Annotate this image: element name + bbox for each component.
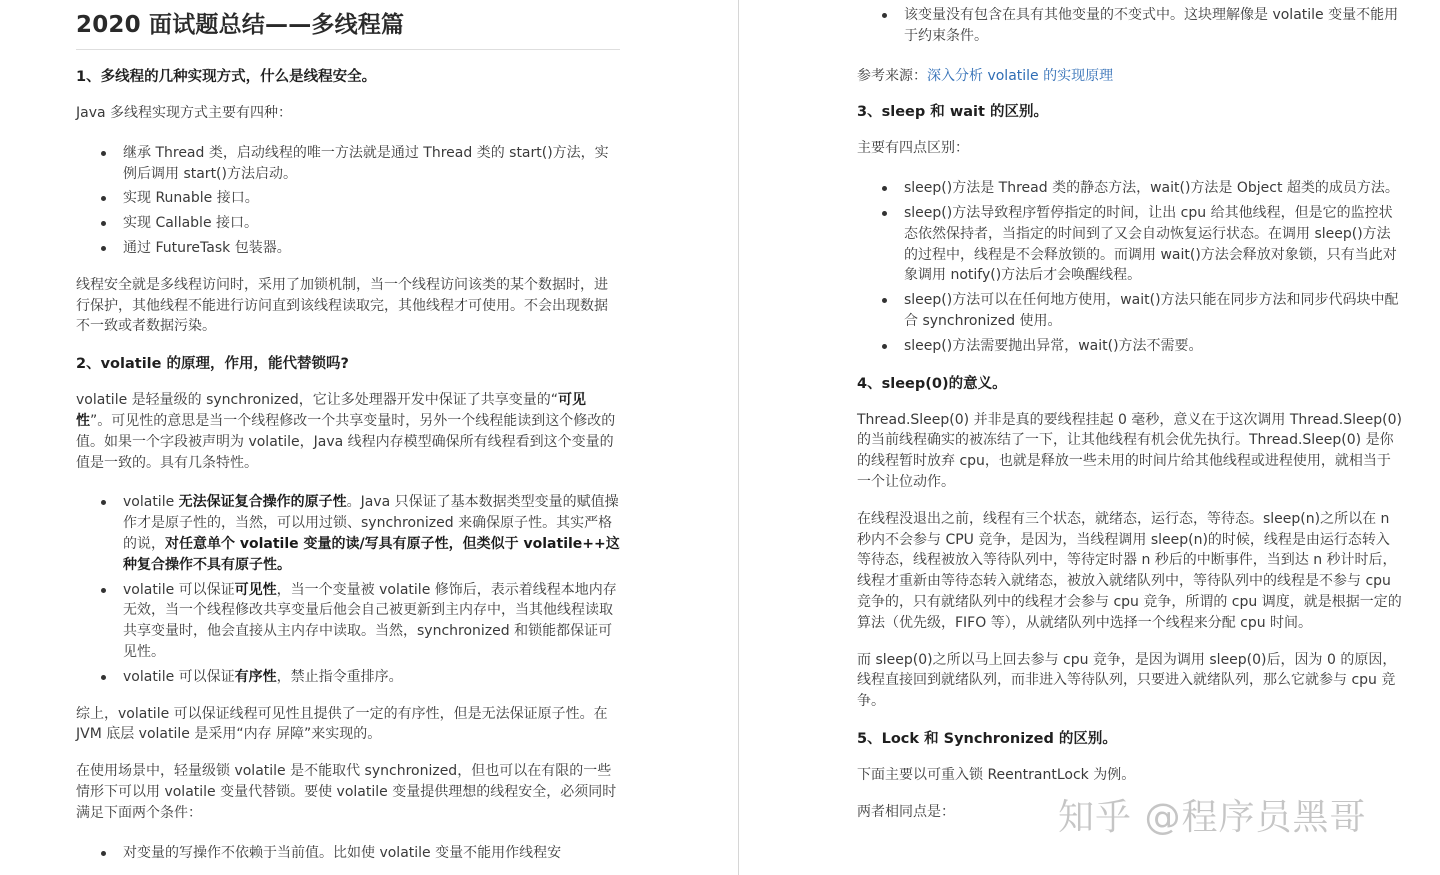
q4-paragraph-3: 而 sleep(0)之所以马上回去参与 cpu 竞争，是因为调用 sleep(0)后，因为 0 的原因，线程直接回到就绪队列，而非进入等待队列，只要进入就绪队列，那么它就参与 cpu 竞争。 [857, 651, 1397, 710]
volatile-intro-paragraph [76, 390, 621, 473]
text-span: volatile 是轻量级的 synchronized，它让多处理器开发中保证了共享变量的“ [76, 392, 559, 409]
thread-safety-paragraph: 线程安全就是多线程访问时，采用了加锁机制，当一个线程访问该类的某个数据时，进行保护，其他线程不能进行访问直到该线程读取完，其他线程才可使用。不会出现数据不一致或者数据污染。 [76, 276, 608, 335]
q2-heading: 2、volatile 的原理，作用，能代替锁吗? [76, 356, 349, 373]
list-item: 该变量没有包含在具有其他变量的不变式中。这块理解像是 volatile 变量不能用于约束条件。 [904, 5, 1402, 47]
usage-paragraph: 在使用场景中，轻量级锁 volatile 是不能取代 synchronized，但也可以在有限的一些情形下可以用 volatile 变量代替锁。要使 volatile 变量提供理想的线程安全，必须同时满足下面两个条件： [76, 763, 617, 821]
text-span: ，禁止指令重排序。 [276, 668, 403, 685]
list-item: 继承 Thread 类，启动线程的唯一方法就是通过 Thread 类的 start()方法，实例后调用 start()方法启动。 [123, 143, 621, 185]
q5-heading: 5、Lock 和 Synchronized 的区别。 [857, 730, 1117, 747]
bold-text: 对任意单个 volatile 变量的读/写具有原子性，但类似于 volatile++这种复合操作不具有原子性。 [123, 535, 620, 573]
right-page [740, 0, 1440, 875]
list-item [123, 667, 621, 688]
q4-paragraph-2: 在线程没退出之前，线程有三个状态，就绪态，运行态，等待态。sleep(n)之所以在 n 秒内不会参与 CPU 竞争，是因为，当线程调用 sleep(n)的时候，线程是由运行态转入等待态，线程被放入等待队列中，等待定时器 n 秒后的中断事件，当到达 n 秒计时后，线程才重新由等待态转入就绪态，被放入就绪队列中，等待队列中的线程是不参与 cpu 竞争的，只有就绪队列中的线程才会参与 cpu 竞争，所谓的 cpu 调度，就是根据一定的算法（优先级，FIFO 等），从就绪队列中选择一个线程来分配 cpu 时间。 [857, 510, 1402, 631]
list-item: 实现 Callable 接口。 [123, 213, 621, 234]
bold-text: 无法保证复合操作的原子性 [178, 494, 347, 511]
q4-paragraph-1: Thread.Sleep(0) 并非是真的要线程挂起 0 毫秒，意义在于这次调用 Thread.Sleep(0)的当前线程确实的被冻结了一下，让其他线程有机会优先执行。Thread.Sleep(0) 是你的线程暂时放弃 cpu，也就是释放一些未用的时间片给其他线程或进程使用，就相当于一个让位动作。 [857, 411, 1402, 490]
conditions-list-continued [857, 5, 1402, 47]
q1-heading: 1、多线程的几种实现方式，什么是线程安全。 [76, 69, 377, 85]
list-item: sleep()方法是 Thread 类的静态方法，wait()方法是 Object 超类的成员方法。 [904, 178, 1402, 199]
bold-text: 可见性 [234, 581, 277, 598]
page-divider [738, 0, 739, 875]
list-item: 通过 FutureTask 包装器。 [123, 238, 621, 259]
list-item: 对变量的写操作不依赖于当前值。比如使 volatile 变量不能用作线程安 [123, 843, 621, 864]
list-item: sleep()方法可以在任何地方使用，wait()方法只能在同步方法和同步代码块中配合 synchronized 使用。 [904, 290, 1402, 332]
q1-list [76, 143, 621, 259]
q1-intro: Java 多线程实现方式主要有四种： [76, 105, 293, 121]
text-span: volatile 可以保证 [123, 581, 235, 598]
q2-list [76, 492, 621, 687]
text-span: 。Java 只保证了基本数据类型变量的赋值操作才是原子性的，当然，可以用过锁、synchronized 来确保原子性。其实严格的说， [123, 494, 619, 552]
q3-heading: 3、sleep 和 wait 的区别。 [857, 104, 1048, 121]
text-span: volatile [123, 494, 179, 511]
q5-paragraph-2: 两者相同点是： [857, 803, 955, 820]
q5-paragraph-1: 下面主要以可重入锁 ReentrantLock 为例。 [857, 766, 1136, 783]
bold-text: 有序性 [234, 668, 277, 685]
reference-line [857, 66, 1402, 87]
bold-text: 可见性 [76, 392, 587, 429]
q3-intro: 主要有四点区别： [857, 140, 969, 157]
left-column [76, 6, 621, 863]
reference-label: 参考来源： [857, 67, 927, 84]
document-title: 2020 面试题总结——多线程篇 [76, 6, 620, 50]
q3-list [857, 178, 1402, 356]
conditions-list [76, 843, 621, 864]
reference-link[interactable]: 深入分析 volatile 的实现原理 [927, 67, 1114, 84]
summary-paragraph: 综上，volatile 可以保证线程可见性且提供了一定的有序性，但是无法保证原子性。在 JVM 底层 volatile 是采用“内存 屏障”来实现的。 [76, 705, 608, 743]
list-item: sleep()方法需要抛出异常，wait()方法不需要。 [904, 336, 1402, 357]
list-item [123, 580, 621, 663]
text-span: ，当一个变量被 volatile 修饰后，表示着线程本地内存无效，当一个线程修改共享变量后他会自己被更新到主内存中，当其他线程读取共享变量时，他会直接从主内存中读取。当然，synchronized 和锁能都保证可见性。 [123, 581, 617, 660]
watermark: 知乎 @程序员黑哥 [1058, 797, 1367, 838]
list-item [123, 492, 621, 575]
text-span: volatile 可以保证 [123, 668, 235, 685]
q4-heading: 4、sleep(0)的意义。 [857, 375, 1007, 392]
list-item: 实现 Runable 接口。 [123, 188, 621, 209]
right-column [857, 5, 1402, 823]
list-item: sleep()方法导致程序暂停指定的时间，让出 cpu 给其他线程，但是它的监控状态依然保持者，当指定的时间到了又会自动恢复运行状态。在调用 sleep()方法的过程中，线程是不会释放锁的。而调用 wait()方法会释放对象锁，只有当此对象调用 notify()方法后才会唤醒线程。 [904, 203, 1402, 286]
text-span: ”。可见性的意思是当一个线程修改一个共享变量时，另外一个线程能读到这个修改的值。如果一个字段被声明为 volatile，Java 线程内存模型确保所有线程看到这个变量的值是一致的。具有几条特性。 [76, 412, 616, 471]
